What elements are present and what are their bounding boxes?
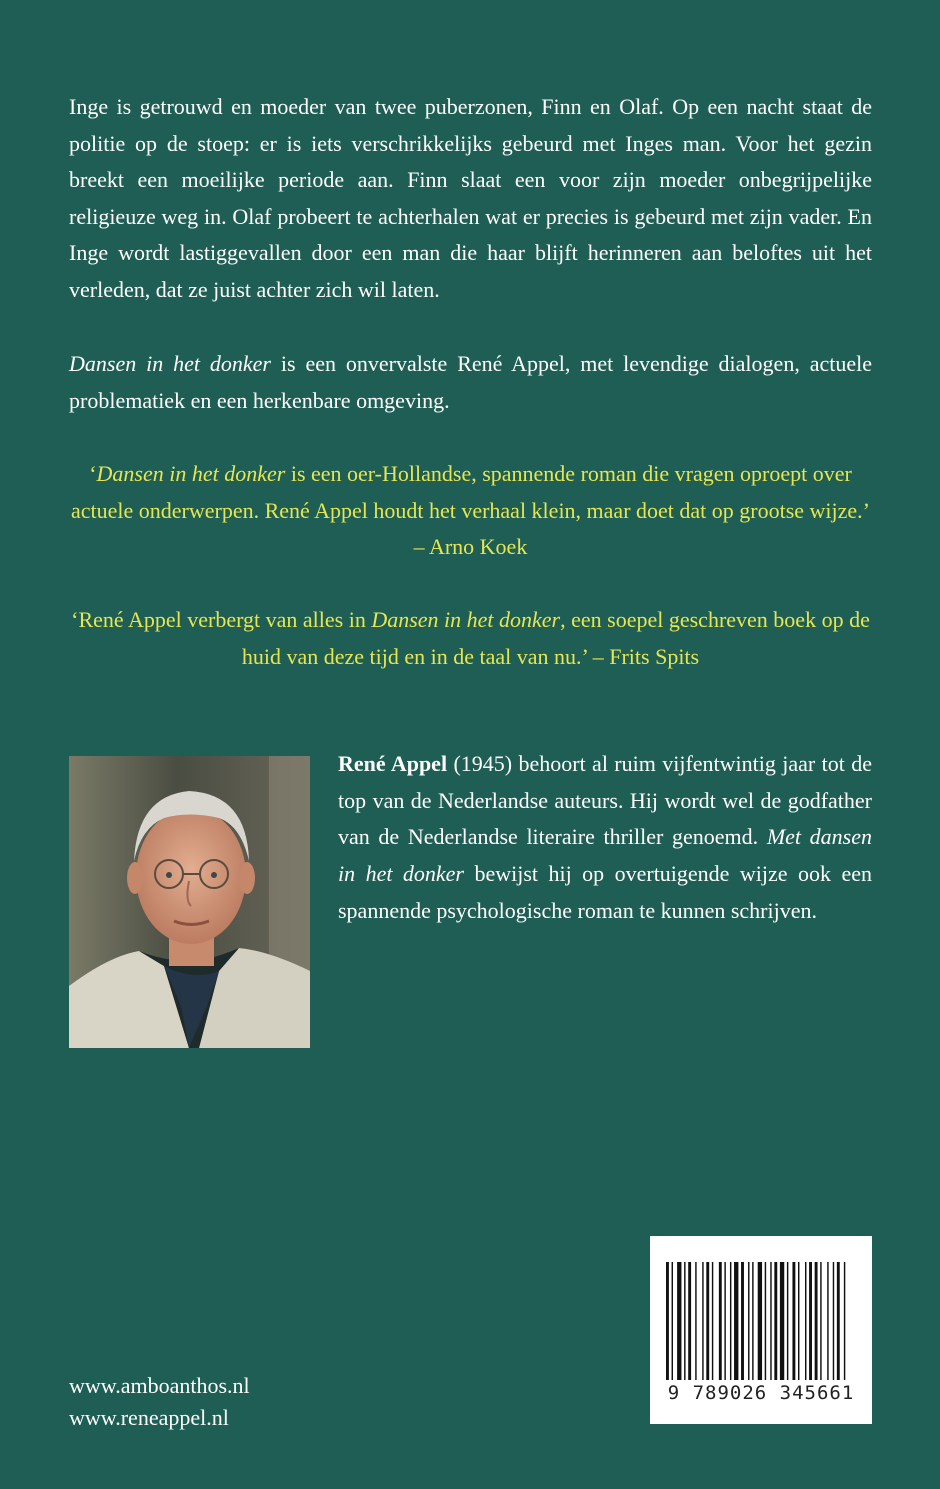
pitch-text: is een onvervalste René Appel, met levendige dialogen, actuele problematiek en een herkenbare omgeving. bbox=[69, 351, 872, 413]
barcode-bar bbox=[706, 1262, 709, 1380]
barcode-bar bbox=[712, 1262, 713, 1380]
quote2-book-title: Dansen in het donker bbox=[371, 607, 561, 632]
barcode-bar bbox=[666, 1262, 669, 1380]
barcode-bar bbox=[837, 1262, 840, 1380]
quote2-text-after: , een soepel geschreven boek op de huid van deze tijd en in de taal van nu.’ – Frits Spits bbox=[241, 607, 870, 669]
author-name: René Appel bbox=[338, 751, 448, 776]
website-links bbox=[69, 1370, 250, 1434]
isbn-number: 9 789026 345661 bbox=[667, 1382, 855, 1404]
barcode-bar bbox=[702, 1262, 703, 1380]
quote1-book-title: Dansen in het donker bbox=[96, 461, 286, 486]
barcode-bar bbox=[815, 1262, 818, 1380]
pitch-paragraph bbox=[69, 346, 872, 419]
barcode-bar bbox=[792, 1262, 795, 1380]
website-amboanthos[interactable]: www.amboanthos.nl bbox=[69, 1373, 250, 1398]
barcode-bar bbox=[724, 1262, 725, 1380]
author-bio-book-title: Met dansen in het donker bbox=[338, 824, 872, 887]
barcode-bar bbox=[770, 1262, 771, 1380]
barcode-bar bbox=[827, 1262, 828, 1380]
barcode-bar bbox=[748, 1262, 749, 1380]
barcode-bar bbox=[734, 1262, 738, 1380]
barcode-bar bbox=[695, 1262, 696, 1380]
barcode-bar bbox=[752, 1262, 753, 1380]
barcode-bar bbox=[741, 1262, 744, 1380]
isbn-barcode bbox=[650, 1236, 872, 1424]
barcode-bar bbox=[719, 1262, 722, 1380]
author-bio bbox=[338, 746, 872, 930]
barcode-bar bbox=[677, 1262, 681, 1380]
barcode-bar bbox=[765, 1262, 766, 1380]
barcode-bar bbox=[844, 1262, 845, 1380]
barcode-bar bbox=[809, 1262, 812, 1380]
barcode-bar bbox=[833, 1262, 834, 1380]
synopsis-text: Inge is getrouwd en moeder van twee puberzonen, Finn en Olaf. Op een nacht staat de politie op de stoep: er is iets verschrikkelijks gebeurd met Inges man. Voor het gezin breekt een moeilijke periode aan. Finn slaat een voor zijn moeder onbegrijpelijke religieuze weg in. Olaf probeert te achterhalen wat er precies is gebeurd met zijn vader. En Inge wordt lastiggevallen door een man die haar blijft herinneren aan beloftes uit het verleden, dat ze juist achter zich wil laten. bbox=[69, 94, 872, 302]
barcode-bar bbox=[780, 1262, 784, 1380]
review-quote-frits-spits bbox=[69, 602, 872, 675]
barcode-bar bbox=[684, 1262, 685, 1380]
quote1-open-mark: ‘ bbox=[89, 461, 97, 486]
quote2-text-before: ‘René Appel verbergt van alles in bbox=[71, 607, 372, 632]
barcode-bar bbox=[805, 1262, 806, 1380]
pitch-book-title: Dansen in het donker bbox=[69, 351, 271, 376]
barcode-bar bbox=[688, 1262, 691, 1380]
author-bio-text-1: (1945) behoort al ruim vijfentwintig jaar tot de top van de Nederlandse auteurs. Hij wordt wel de godfather van de Nederlandse literaire thriller genoemd. bbox=[338, 751, 872, 850]
barcode-bar bbox=[787, 1262, 788, 1380]
quote1-text: is een oer-Hollandse, spannende roman die vragen oproept over actuele onderwerpen. René Appel houdt het verhaal klein, maar doet dat op grootse wijze.’ – Arno Koek bbox=[70, 461, 871, 559]
barcode-bar bbox=[774, 1262, 777, 1380]
website-reneappel[interactable]: www.reneappel.nl bbox=[69, 1405, 229, 1430]
author-photo bbox=[69, 756, 310, 1048]
review-quote-arno-koek bbox=[69, 456, 872, 566]
synopsis-paragraph bbox=[69, 89, 872, 308]
barcode-bar bbox=[672, 1262, 673, 1380]
barcode-bars bbox=[666, 1262, 856, 1380]
barcode-bar bbox=[820, 1262, 821, 1380]
barcode-bar bbox=[758, 1262, 762, 1380]
barcode-bar bbox=[730, 1262, 731, 1380]
barcode-bar bbox=[798, 1262, 799, 1380]
author-bio-text-2: bewijst hij op overtuigende wijze ook een spannende psychologische roman te kunnen schrijven. bbox=[338, 861, 872, 923]
